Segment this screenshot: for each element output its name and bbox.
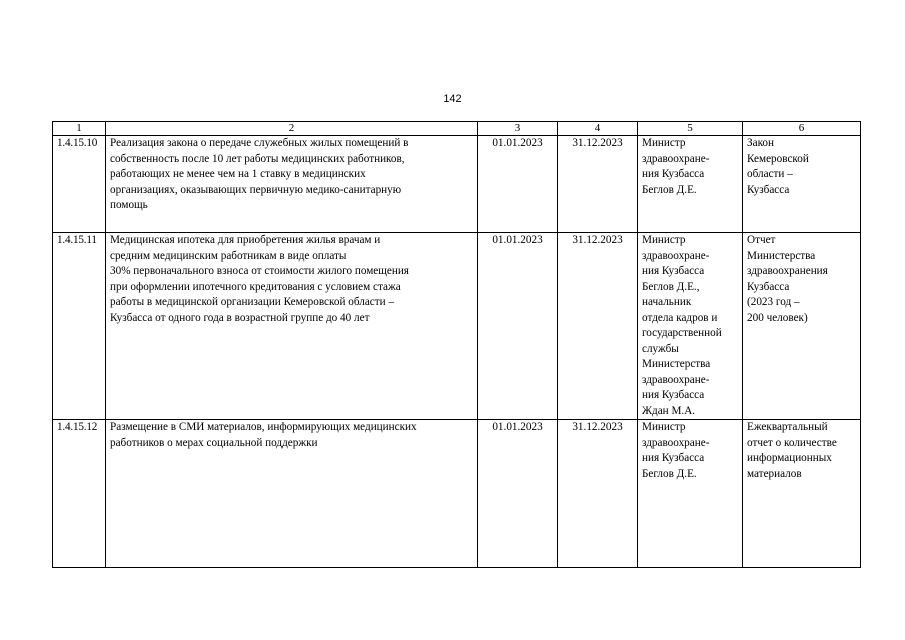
text-line: при оформлении ипотечного кредитования с условием стажа: [110, 280, 401, 293]
table-row: [53, 420, 861, 568]
text-line: ния Кузбасса: [642, 452, 705, 464]
text-line: ния Кузбасса: [642, 265, 705, 277]
text-line: здравоохране-: [642, 152, 710, 165]
text-line: здравоохранения: [747, 265, 828, 277]
text-line: Реализация закона о передаче служебных жилых помещений в: [110, 137, 409, 149]
text-line: материалов: [747, 467, 802, 480]
text-line: организациях, оказывающих первичную медико-санитарную: [110, 183, 402, 196]
text-line: Беглов Д.Е.: [642, 183, 697, 196]
text-line: работников о мерах социальной поддержки: [110, 436, 318, 449]
text-line: Отчет: [747, 234, 776, 246]
column-header: 1: [53, 122, 106, 136]
text-line: ния Кузбасса: [642, 168, 705, 180]
text-line: здравоохране-: [642, 373, 710, 386]
text-line: работающих не менее чем на 1 ставку в медицинских: [110, 168, 366, 180]
header-row: [53, 122, 861, 136]
text-line: Министерства: [747, 249, 816, 262]
row-description: [106, 233, 478, 420]
text-line: Ждан М.А.: [642, 404, 696, 417]
text-line: здравоохране-: [642, 249, 710, 262]
text-line: Кузбасса: [747, 280, 790, 293]
text-line: информационных: [747, 452, 832, 464]
text-line: отчет о количестве: [747, 436, 837, 449]
row-number: 1.4.15.11: [53, 233, 106, 420]
text-line: средним медицинским работникам в виде оплаты: [110, 249, 347, 262]
end-date: 31.12.2023: [558, 136, 638, 233]
page-number: 142: [443, 93, 462, 105]
start-date: 01.01.2023: [478, 420, 558, 568]
text-line: Министерства: [642, 358, 711, 370]
row-result: [743, 420, 861, 568]
start-date: 01.01.2023: [478, 233, 558, 420]
text-line: здравоохране-: [642, 436, 710, 449]
end-date: 31.12.2023: [558, 233, 638, 420]
row-executor: [638, 233, 743, 420]
text-line: Кемеровской: [747, 152, 809, 165]
measures-table: [52, 121, 861, 568]
table-row: [53, 136, 861, 233]
text-line: Медицинская ипотека для приобретения жилья врачам и: [110, 234, 381, 246]
text-line: Кузбасса: [747, 183, 790, 196]
row-executor: [638, 136, 743, 233]
text-line: работы в медицинской организации Кемеровской области –: [110, 296, 395, 308]
text-line: 200 человек): [747, 311, 808, 324]
text-line: Министр: [642, 234, 686, 246]
text-line: отдела кадров и: [642, 311, 718, 324]
text-line: ния Кузбасса: [642, 389, 705, 401]
text-line: Министр: [642, 421, 686, 433]
row-result: [743, 136, 861, 233]
row-number: 1.4.15.10: [53, 136, 106, 233]
text-line: помощь: [110, 199, 148, 211]
text-line: (2023 год –: [747, 296, 800, 308]
end-date: 31.12.2023: [558, 420, 638, 568]
start-date: 01.01.2023: [478, 136, 558, 233]
column-header: 3: [478, 122, 558, 136]
text-line: начальник: [642, 296, 692, 308]
text-line: Министр: [642, 137, 686, 149]
column-header: 2: [106, 122, 478, 136]
column-header: 6: [743, 122, 861, 136]
text-line: Ежеквартальный: [747, 421, 828, 433]
text-line: Закон: [747, 137, 775, 149]
row-description: [106, 420, 478, 568]
column-header: 4: [558, 122, 638, 136]
row-executor: [638, 420, 743, 568]
text-line: Размещение в СМИ материалов, информирующих медицинских: [110, 421, 417, 433]
row-result: [743, 233, 861, 420]
text-line: службы: [642, 342, 679, 355]
text-line: области –: [747, 168, 793, 180]
row-number: 1.4.15.12: [53, 420, 106, 568]
text-line: собственность после 10 лет работы медицинских работников,: [110, 152, 405, 165]
column-header: 5: [638, 122, 743, 136]
text-line: Беглов Д.Е.,: [642, 280, 700, 293]
table-row: [53, 233, 861, 420]
text-line: Беглов Д.Е.: [642, 467, 697, 480]
row-description: [106, 136, 478, 233]
text-line: Кузбасса от одного года в возрастной группе до 40 лет: [110, 311, 370, 324]
text-line: 30% первоначального взноса от стоимости жилого помещения: [110, 265, 409, 277]
text-line: государственной: [642, 327, 722, 339]
